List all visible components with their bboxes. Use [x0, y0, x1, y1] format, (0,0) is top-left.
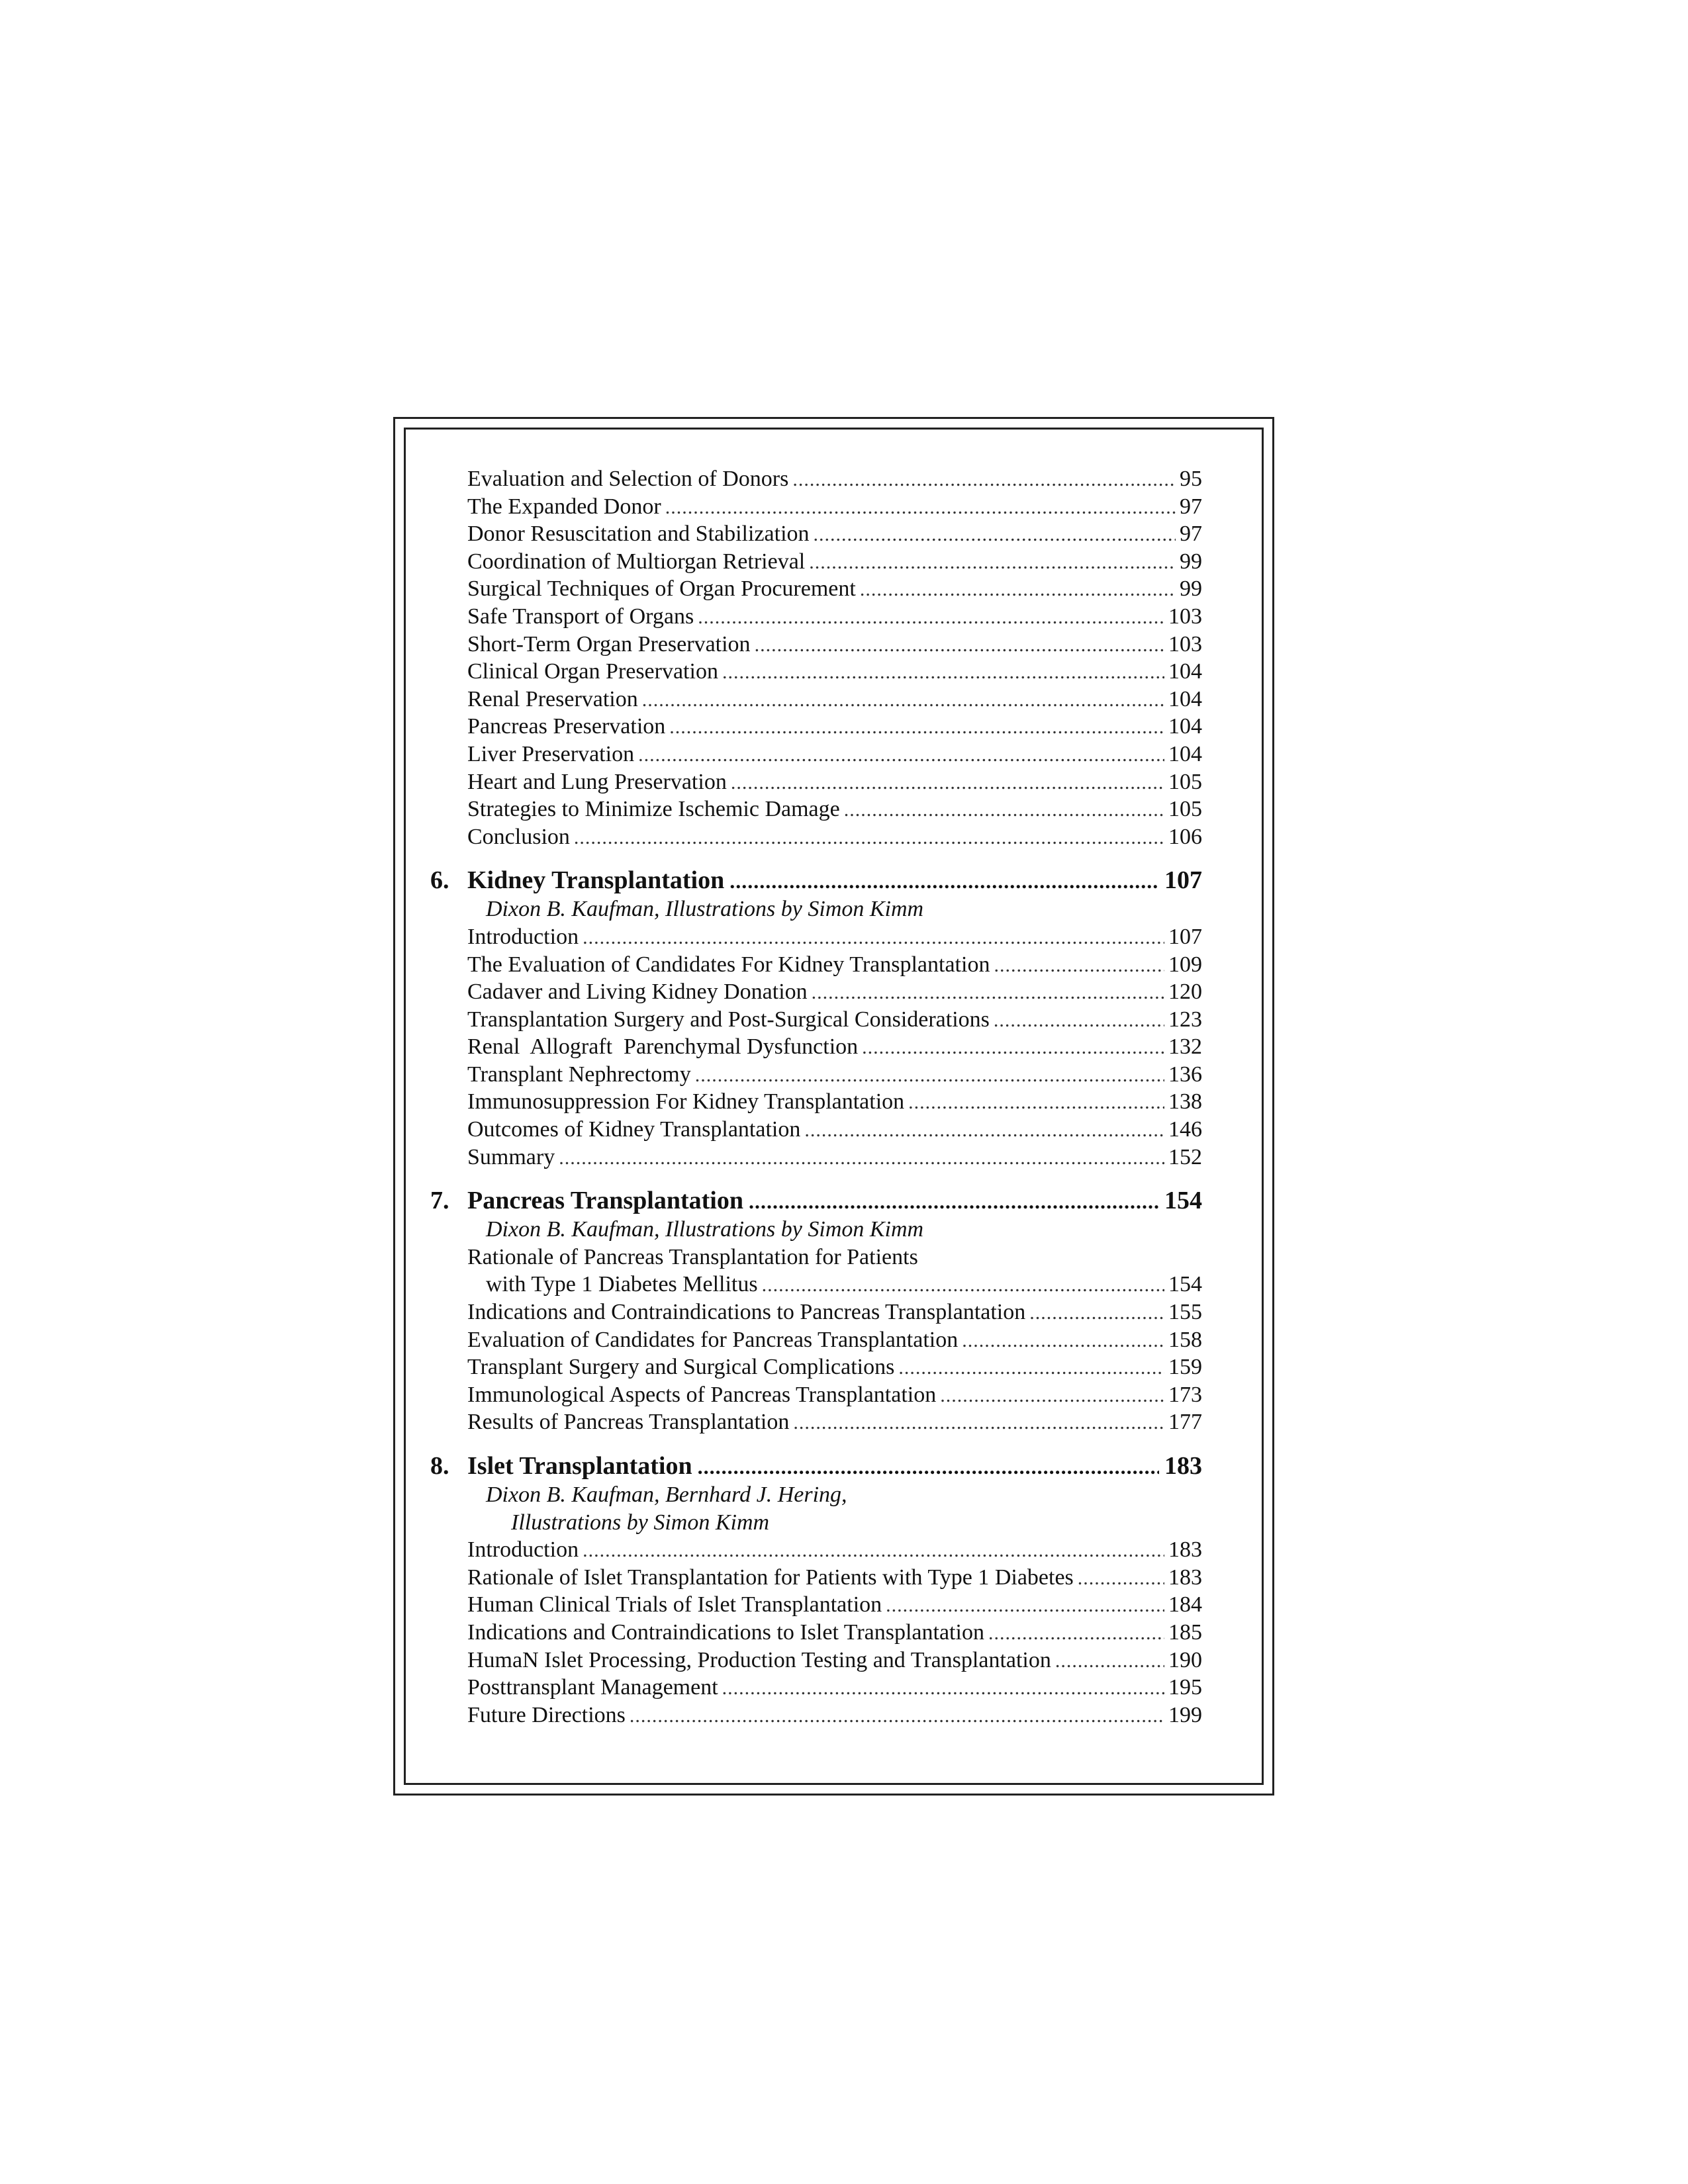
chapter-number: 8.: [430, 1452, 449, 1480]
toc-entry[interactable]: [430, 575, 1202, 603]
toc-entry[interactable]: [430, 603, 1202, 631]
toc-entry-title: Results of Pancreas Transplantation: [467, 1410, 790, 1435]
dot-leader: [812, 979, 1164, 1007]
toc-entry[interactable]: [430, 796, 1202, 823]
toc-entry[interactable]: [430, 951, 1202, 979]
toc-entry[interactable]: [430, 520, 1202, 548]
toc-entry[interactable]: [430, 1006, 1202, 1034]
dot-leader: [583, 924, 1164, 952]
dot-leader: [642, 686, 1164, 714]
toc-entry-title: Liver Preservation: [467, 741, 635, 766]
toc-entry-page: 109: [1168, 952, 1202, 977]
dot-leader: [665, 494, 1176, 522]
dot-leader: [1078, 1565, 1164, 1592]
toc-entry[interactable]: [430, 1674, 1202, 1702]
dot-leader: [722, 659, 1164, 686]
toc-entry-title: Immunosuppression For Kidney Transplantation: [467, 1089, 905, 1115]
toc-entry[interactable]: [430, 1353, 1202, 1381]
toc-entry-title: Immunological Aspects of Pancreas Transplantation: [467, 1382, 937, 1407]
table-of-contents: [430, 465, 1202, 1729]
toc-entry-title: Cadaver and Living Kidney Donation: [467, 979, 808, 1005]
dot-leader: [988, 1619, 1164, 1647]
dot-leader: [762, 1271, 1164, 1299]
toc-entry-page: 159: [1168, 1355, 1202, 1380]
toc-entry-page: 195: [1168, 1675, 1202, 1700]
toc-entry-title: Pancreas Preservation: [467, 714, 666, 739]
toc-entry-title: Strategies to Minimize Ischemic Damage: [467, 797, 840, 822]
toc-entry-page: 152: [1168, 1144, 1202, 1169]
toc-entry[interactable]: [430, 1591, 1202, 1619]
toc-entry-title: Donor Resuscitation and Stabilization: [467, 522, 810, 547]
toc-entry-page: 103: [1168, 631, 1202, 657]
dot-leader: [809, 549, 1176, 576]
chapter-heading[interactable]: [430, 865, 1202, 895]
toc-entry-page: 99: [1180, 549, 1202, 574]
toc-entry[interactable]: [430, 978, 1202, 1006]
toc-entry-page: 154: [1168, 1272, 1202, 1297]
toc-entry[interactable]: [430, 1326, 1202, 1354]
chapter-author: Dixon B. Kaufman, Bernhard J. Hering,: [486, 1482, 847, 1507]
toc-entry[interactable]: [430, 1271, 1202, 1298]
dot-leader: [793, 1409, 1164, 1437]
toc-entry[interactable]: [430, 1298, 1202, 1326]
toc-entry-page: 183: [1168, 1565, 1202, 1590]
chapter-7: [430, 1185, 1202, 1436]
toc-entry-title: Summary: [467, 1144, 555, 1169]
toc-entry-title: Evaluation and Selection of Donors: [467, 467, 789, 491]
toc-entry-title: Transplantation Surgery and Post-Surgical Considerations: [467, 1007, 990, 1032]
toc-entry-title: Future Directions: [467, 1702, 626, 1727]
toc-entry-title-line2: with Type 1 Diabetes Mellitus: [486, 1272, 758, 1297]
dot-leader: [1029, 1299, 1164, 1327]
toc-entry-page: 146: [1168, 1117, 1202, 1142]
toc-entry-title: Transplant Nephrectomy: [467, 1062, 691, 1087]
dot-leader: [669, 713, 1164, 741]
toc-entry-page: 97: [1180, 494, 1202, 519]
toc-entry-page: 132: [1168, 1034, 1202, 1060]
dot-leader: [862, 1034, 1164, 1062]
toc-entry[interactable]: [430, 658, 1202, 686]
toc-entry[interactable]: [430, 1536, 1202, 1564]
toc-entry[interactable]: [430, 1116, 1202, 1144]
toc-entry[interactable]: [430, 1033, 1202, 1061]
toc-entry-page: 105: [1168, 797, 1202, 822]
toc-entry-page: 107: [1168, 924, 1202, 949]
dot-leader: [574, 824, 1164, 852]
toc-entry-title: Evaluation of Candidates for Pancreas Transplantation: [467, 1327, 959, 1352]
dot-leader: [559, 1144, 1164, 1172]
toc-entry-page: 104: [1168, 686, 1202, 711]
chapter-heading[interactable]: [430, 1451, 1202, 1481]
toc-entry-page: 190: [1168, 1647, 1202, 1672]
dot-leader: [583, 1537, 1164, 1565]
toc-entry-page: 138: [1168, 1089, 1202, 1115]
chapter-8: [430, 1451, 1202, 1729]
dot-leader: [722, 1674, 1164, 1702]
toc-entry-title: Renal Allograft Parenchymal Dysfunction: [467, 1034, 859, 1060]
chapter-author-continued: Illustrations by Simon Kimm: [511, 1510, 770, 1535]
dot-leader: [898, 1354, 1164, 1382]
chapter-page: 154: [1164, 1187, 1202, 1215]
toc-entry-title: Introduction: [467, 1537, 579, 1563]
toc-entry-page: 199: [1168, 1702, 1202, 1727]
toc-entry-page: 136: [1168, 1062, 1202, 1087]
toc-entry-page: 95: [1180, 467, 1202, 491]
dot-leader: [908, 1089, 1164, 1116]
toc-entry-title: Rationale of Islet Transplantation for Patients with Type 1 Diabetes: [467, 1565, 1074, 1590]
dot-leader: [729, 866, 1159, 896]
dot-leader: [749, 1186, 1159, 1216]
dot-leader: [814, 521, 1176, 549]
toc-entry-title: Human Clinical Trials of Islet Transplantation: [467, 1592, 882, 1617]
toc-entry[interactable]: [430, 713, 1202, 741]
toc-entry-page: 158: [1168, 1327, 1202, 1352]
toc-entry[interactable]: [430, 1088, 1202, 1116]
dot-leader: [1055, 1647, 1164, 1675]
toc-entry[interactable]: [430, 1381, 1202, 1409]
dot-leader: [962, 1327, 1164, 1355]
toc-entry-title: Conclusion: [467, 824, 570, 849]
chapter-author: Dixon B. Kaufman, Illustrations by Simon Kimm: [486, 1217, 924, 1242]
toc-entry-title: Short-Term Organ Preservation: [467, 631, 751, 657]
dot-leader: [698, 1451, 1159, 1482]
chapter-6: [430, 865, 1202, 1171]
toc-entry[interactable]: [430, 1647, 1202, 1674]
toc-entry-page: 105: [1168, 769, 1202, 794]
dot-leader: [994, 952, 1164, 979]
toc-entry-title: Surgical Techniques of Organ Procurement: [467, 576, 856, 602]
toc-entry-title: Transplant Surgery and Surgical Complications: [467, 1355, 895, 1380]
toc-entry[interactable]: [430, 1061, 1202, 1089]
toc-entry-page: 177: [1168, 1410, 1202, 1435]
toc-entry-title: Clinical Organ Preservation: [467, 659, 718, 684]
chapter-page: 183: [1164, 1452, 1202, 1480]
toc-entry[interactable]: [430, 1619, 1202, 1647]
toc-entry[interactable]: [430, 741, 1202, 768]
toc-entry[interactable]: [430, 1408, 1202, 1436]
toc-entry-title: Outcomes of Kidney Transplantation: [467, 1117, 801, 1142]
toc-entry-page: 104: [1168, 659, 1202, 684]
toc-entry-title: Introduction: [467, 924, 579, 949]
dot-leader: [844, 796, 1164, 824]
toc-entry-page: 123: [1168, 1007, 1202, 1032]
toc-entry-title: Coordination of Multiorgan Retrieval: [467, 549, 806, 574]
dot-leader: [638, 741, 1164, 769]
toc-entry-page: 184: [1168, 1592, 1202, 1617]
toc-entry-page: 106: [1168, 824, 1202, 849]
chapter-number: 7.: [430, 1187, 449, 1215]
dot-leader: [731, 769, 1164, 797]
toc-entry-page: 97: [1180, 522, 1202, 547]
toc-entry-title: Posttransplant Management: [467, 1675, 718, 1700]
chapter-heading[interactable]: [430, 1185, 1202, 1216]
section-5-entries: [430, 465, 1202, 850]
toc-entry-page: 120: [1168, 979, 1202, 1005]
toc-entry-title: HumaN Islet Processing, Production Testing and Transplantation: [467, 1647, 1051, 1672]
chapter-title: Pancreas Transplantation: [467, 1187, 743, 1215]
toc-entry-title: The Expanded Donor: [467, 494, 661, 519]
toc-entry-page: 104: [1168, 741, 1202, 766]
toc-entry-title: Indications and Contraindications to Pancreas Transplantation: [467, 1300, 1026, 1325]
toc-entry[interactable]: [430, 465, 1202, 493]
toc-entry[interactable]: [430, 1144, 1202, 1171]
toc-entry-page: 99: [1180, 576, 1202, 602]
toc-entry-page: 173: [1168, 1382, 1202, 1407]
dot-leader: [792, 466, 1176, 494]
toc-entry-page: 103: [1168, 604, 1202, 629]
dot-leader: [695, 1062, 1164, 1089]
dot-leader: [804, 1116, 1164, 1144]
toc-entry-title: The Evaluation of Candidates For Kidney Transplantation: [467, 952, 990, 977]
toc-entry[interactable]: [430, 631, 1202, 659]
toc-entry-page: 183: [1168, 1537, 1202, 1563]
toc-entry-title: Renal Preservation: [467, 686, 638, 711]
dot-leader: [698, 604, 1164, 631]
toc-entry[interactable]: [430, 1702, 1202, 1729]
toc-entry[interactable]: [430, 1564, 1202, 1592]
toc-entry-title: Safe Transport of Organs: [467, 604, 694, 629]
chapter-page: 107: [1164, 866, 1202, 895]
toc-entry[interactable]: [430, 493, 1202, 521]
toc-entry[interactable]: [430, 768, 1202, 796]
toc-entry-title: Indications and Contraindications to Islet Transplantation: [467, 1619, 984, 1645]
toc-entry-title: Heart and Lung Preservation: [467, 769, 727, 794]
dot-leader: [886, 1592, 1164, 1619]
dot-leader: [755, 631, 1164, 659]
toc-entry-page: 155: [1168, 1300, 1202, 1325]
dot-leader: [940, 1382, 1164, 1410]
dot-leader: [860, 576, 1176, 604]
toc-entry[interactable]: [430, 686, 1202, 713]
dot-leader: [994, 1007, 1164, 1034]
toc-entry[interactable]: [430, 548, 1202, 576]
toc-entry[interactable]: [430, 823, 1202, 851]
chapter-title: Islet Transplantation: [467, 1452, 692, 1480]
toc-entry[interactable]: [430, 923, 1202, 951]
chapter-number: 6.: [430, 866, 449, 895]
dot-leader: [630, 1702, 1164, 1730]
toc-entry-page: 185: [1168, 1619, 1202, 1645]
chapter-title: Kidney Transplantation: [467, 866, 725, 895]
chapter-author: Dixon B. Kaufman, Illustrations by Simon Kimm: [486, 897, 924, 922]
toc-entry-title-line1[interactable]: Rationale of Pancreas Transplantation for Patients: [467, 1244, 918, 1269]
toc-entry-page: 104: [1168, 714, 1202, 739]
